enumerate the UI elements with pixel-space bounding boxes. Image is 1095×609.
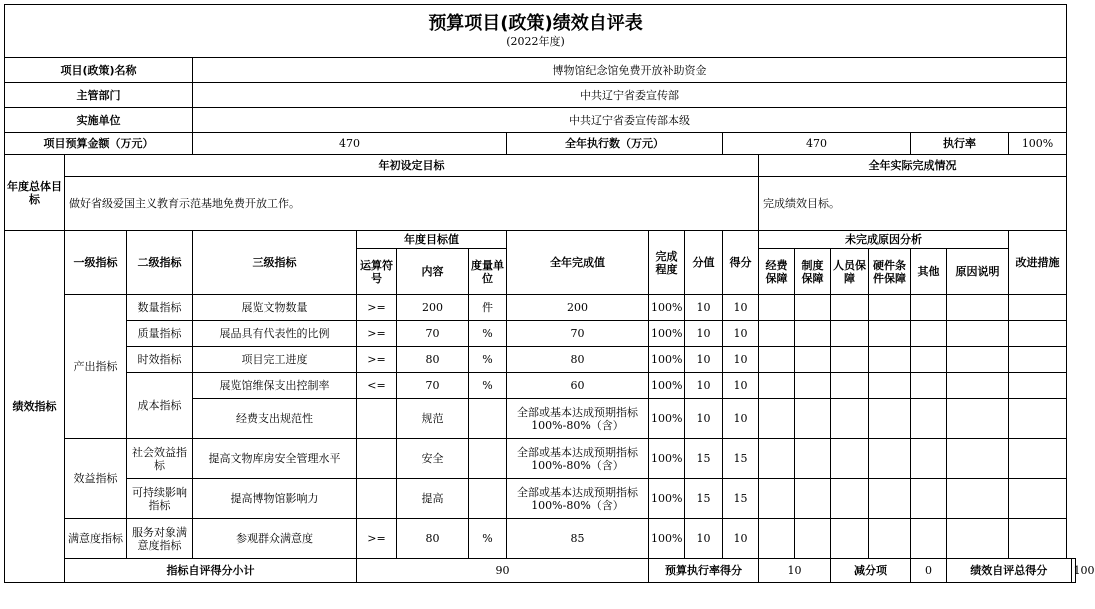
reason-cell xyxy=(759,321,795,347)
deduction-label: 减分项 xyxy=(831,559,911,583)
indicator-unit: % xyxy=(469,373,507,399)
indicator-unit: 件 xyxy=(469,295,507,321)
budget-rate-value: 10 xyxy=(759,559,831,583)
reason-cell xyxy=(795,439,831,479)
evaluation-sheet xyxy=(4,4,1095,583)
indicator-weight: 10 xyxy=(685,295,723,321)
reason-cell xyxy=(869,347,911,373)
indicator-actual: 60 xyxy=(507,373,649,399)
improve-cell xyxy=(1009,519,1067,559)
group-effect: 效益指标 xyxy=(65,439,127,519)
indicator-unit xyxy=(469,439,507,479)
header-unit: 度量单位 xyxy=(469,249,507,295)
reason-cell xyxy=(831,399,869,439)
indicator-name: 展览文物数量 xyxy=(193,295,357,321)
evaluation-table xyxy=(4,4,1095,583)
indicator-score: 10 xyxy=(723,399,759,439)
header-reason-system: 制度保障 xyxy=(795,249,831,295)
reason-cell xyxy=(759,373,795,399)
indicator-completion: 100% xyxy=(649,373,685,399)
sub-social: 社会效益指标 xyxy=(127,439,193,479)
indicator-op: <= xyxy=(357,373,397,399)
indicator-weight: 10 xyxy=(685,347,723,373)
indicator-completion: 100% xyxy=(649,479,685,519)
improve-cell xyxy=(1009,295,1067,321)
executed-label: 全年执行数（万元） xyxy=(507,133,723,155)
indicator-op: >= xyxy=(357,321,397,347)
indicator-actual: 80 xyxy=(507,347,649,373)
indicator-op xyxy=(357,479,397,519)
reason-cell xyxy=(869,373,911,399)
header-improve: 改进措施 xyxy=(1009,231,1067,295)
indicator-score: 15 xyxy=(723,479,759,519)
indicator-weight: 10 xyxy=(685,373,723,399)
indicator-actual: 200 xyxy=(507,295,649,321)
reason-cell xyxy=(795,519,831,559)
header-reason-funds: 经费保障 xyxy=(759,249,795,295)
header-reason-other: 其他 xyxy=(911,249,947,295)
indicator-completion: 100% xyxy=(649,321,685,347)
indicator-name: 提高文物库房安全管理水平 xyxy=(193,439,357,479)
reason-cell xyxy=(795,399,831,439)
page-title: 预算项目(政策)绩效自评表 xyxy=(428,13,643,34)
reason-cell xyxy=(911,373,947,399)
indicator-name: 提高博物馆影响力 xyxy=(193,479,357,519)
indicator-score: 10 xyxy=(723,519,759,559)
header-operator: 运算符号 xyxy=(357,249,397,295)
initial-goals-header: 年初设定目标 xyxy=(65,155,759,177)
reason-cell xyxy=(759,519,795,559)
header-reason-note: 原因说明 xyxy=(947,249,1009,295)
reason-cell xyxy=(795,373,831,399)
title-cell xyxy=(5,5,1067,58)
indicator-content: 80 xyxy=(397,519,469,559)
reason-cell xyxy=(831,373,869,399)
sub-quality: 质量指标 xyxy=(127,321,193,347)
indicator-score: 10 xyxy=(723,347,759,373)
reason-cell xyxy=(911,347,947,373)
indicator-content: 规范 xyxy=(397,399,469,439)
executed-value: 470 xyxy=(723,133,911,155)
header-content: 内容 xyxy=(397,249,469,295)
reason-cell xyxy=(759,479,795,519)
initial-goals-text: 做好省级爱国主义教育示范基地免费开放工作。 xyxy=(65,177,759,231)
budget-value: 470 xyxy=(193,133,507,155)
project-name-label: 项目(政策)名称 xyxy=(5,58,193,83)
dept: 中共辽宁省委宣传部 xyxy=(193,83,1067,108)
indicator-completion: 100% xyxy=(649,295,685,321)
rate-value: 100% xyxy=(1009,133,1067,155)
budget-rate-label: 预算执行率得分 xyxy=(649,559,759,583)
header-actual: 全年完成值 xyxy=(507,231,649,295)
indicator-weight: 10 xyxy=(685,399,723,439)
header-reason-hardware: 硬件条件保障 xyxy=(869,249,911,295)
reason-cell xyxy=(911,479,947,519)
indicator-name: 展品具有代表性的比例 xyxy=(193,321,357,347)
reason-cell xyxy=(947,439,1009,479)
reason-cell xyxy=(759,295,795,321)
indicator-op xyxy=(357,399,397,439)
reason-cell xyxy=(759,399,795,439)
reason-cell xyxy=(911,439,947,479)
reason-cell xyxy=(869,479,911,519)
subtotal-label: 指标自评得分小计 xyxy=(65,559,357,583)
reason-cell xyxy=(911,321,947,347)
reason-cell xyxy=(795,295,831,321)
indicator-name: 参观群众满意度 xyxy=(193,519,357,559)
improve-cell xyxy=(1009,321,1067,347)
indicator-actual: 85 xyxy=(507,519,649,559)
indicator-score: 10 xyxy=(723,321,759,347)
header-reason-staff: 人员保障 xyxy=(831,249,869,295)
header-level1: 一级指标 xyxy=(65,231,127,295)
indicator-actual: 全部或基本达成预期指标100%-80%（含） xyxy=(507,399,649,439)
reason-cell xyxy=(947,347,1009,373)
indicator-actual: 全部或基本达成预期指标100%-80%（含） xyxy=(507,479,649,519)
header-level2: 二级指标 xyxy=(127,231,193,295)
reason-cell xyxy=(831,321,869,347)
reason-cell xyxy=(869,399,911,439)
indicator-unit xyxy=(469,479,507,519)
indicator-op: >= xyxy=(357,519,397,559)
indicator-unit: % xyxy=(469,347,507,373)
unit: 中共辽宁省委宣传部本级 xyxy=(193,108,1067,133)
indicator-completion: 100% xyxy=(649,519,685,559)
indicator-name: 项目完工进度 xyxy=(193,347,357,373)
reason-cell xyxy=(947,479,1009,519)
project-name: 博物馆纪念馆免费开放补助资金 xyxy=(193,58,1067,83)
indicator-op: >= xyxy=(357,347,397,373)
sub-service: 服务对象满意度指标 xyxy=(127,519,193,559)
indicator-name: 展览馆维保支出控制率 xyxy=(193,373,357,399)
reason-cell xyxy=(831,479,869,519)
indicator-weight: 15 xyxy=(685,439,723,479)
year-label: (2022年度) xyxy=(506,35,565,48)
reason-cell xyxy=(911,399,947,439)
indicator-completion: 100% xyxy=(649,439,685,479)
indicator-content: 80 xyxy=(397,347,469,373)
reason-cell xyxy=(831,347,869,373)
reason-cell xyxy=(869,321,911,347)
sub-timeliness: 时效指标 xyxy=(127,347,193,373)
unit-label: 实施单位 xyxy=(5,108,193,133)
header-level3: 三级指标 xyxy=(193,231,357,295)
indicator-op xyxy=(357,439,397,479)
indicator-completion: 100% xyxy=(649,347,685,373)
reason-cell xyxy=(795,347,831,373)
indicators-label: 绩效指标 xyxy=(5,231,65,583)
indicator-content: 70 xyxy=(397,321,469,347)
reason-cell xyxy=(831,519,869,559)
improve-cell xyxy=(1009,347,1067,373)
reason-cell xyxy=(759,347,795,373)
indicator-actual: 全部或基本达成预期指标100%-80%（含） xyxy=(507,439,649,479)
indicator-score: 10 xyxy=(723,373,759,399)
indicator-content: 提高 xyxy=(397,479,469,519)
indicator-score: 10 xyxy=(723,295,759,321)
header-unfinished: 未完成原因分析 xyxy=(759,231,1009,249)
indicator-score: 15 xyxy=(723,439,759,479)
goals-label: 年度总体目标 xyxy=(5,155,65,231)
indicator-weight: 10 xyxy=(685,321,723,347)
reason-cell xyxy=(911,519,947,559)
improve-cell xyxy=(1009,399,1067,439)
indicator-name: 经费支出规范性 xyxy=(193,399,357,439)
reason-cell xyxy=(947,519,1009,559)
reason-cell xyxy=(947,373,1009,399)
reason-cell xyxy=(759,439,795,479)
reason-cell xyxy=(869,439,911,479)
indicator-content: 200 xyxy=(397,295,469,321)
group-satisfaction: 满意度指标 xyxy=(65,519,127,559)
reason-cell xyxy=(947,321,1009,347)
indicator-unit: % xyxy=(469,321,507,347)
reason-cell xyxy=(831,295,869,321)
reason-cell xyxy=(911,295,947,321)
header-annual-target: 年度目标值 xyxy=(357,231,507,249)
header-completion: 完成程度 xyxy=(649,231,685,295)
indicator-content: 70 xyxy=(397,373,469,399)
actual-goals-header: 全年实际完成情况 xyxy=(759,155,1067,177)
header-score: 得分 xyxy=(723,231,759,295)
reason-cell xyxy=(947,399,1009,439)
actual-goals-text: 完成绩效目标。 xyxy=(759,177,1067,231)
dept-label: 主管部门 xyxy=(5,83,193,108)
indicator-weight: 15 xyxy=(685,479,723,519)
improve-cell xyxy=(1009,373,1067,399)
reason-cell xyxy=(795,479,831,519)
reason-cell xyxy=(831,439,869,479)
rate-label: 执行率 xyxy=(911,133,1009,155)
reason-cell xyxy=(947,295,1009,321)
indicator-content: 安全 xyxy=(397,439,469,479)
sub-quantity: 数量指标 xyxy=(127,295,193,321)
indicator-actual: 70 xyxy=(507,321,649,347)
sub-sustain: 可持续影响指标 xyxy=(127,479,193,519)
total-value: 100 xyxy=(1071,559,1075,583)
sub-cost: 成本指标 xyxy=(127,373,193,439)
indicator-unit: % xyxy=(469,519,507,559)
reason-cell xyxy=(795,321,831,347)
indicator-completion: 100% xyxy=(649,399,685,439)
deduction-value: 0 xyxy=(911,559,947,583)
improve-cell xyxy=(1009,479,1067,519)
total-label: 绩效自评总得分 xyxy=(947,559,1072,583)
reason-cell xyxy=(869,295,911,321)
group-output: 产出指标 xyxy=(65,295,127,439)
budget-label: 项目预算金额（万元） xyxy=(5,133,193,155)
header-weight: 分值 xyxy=(685,231,723,295)
subtotal-value: 90 xyxy=(357,559,649,583)
indicator-weight: 10 xyxy=(685,519,723,559)
indicator-op: >= xyxy=(357,295,397,321)
reason-cell xyxy=(869,519,911,559)
improve-cell xyxy=(1009,439,1067,479)
indicator-unit xyxy=(469,399,507,439)
